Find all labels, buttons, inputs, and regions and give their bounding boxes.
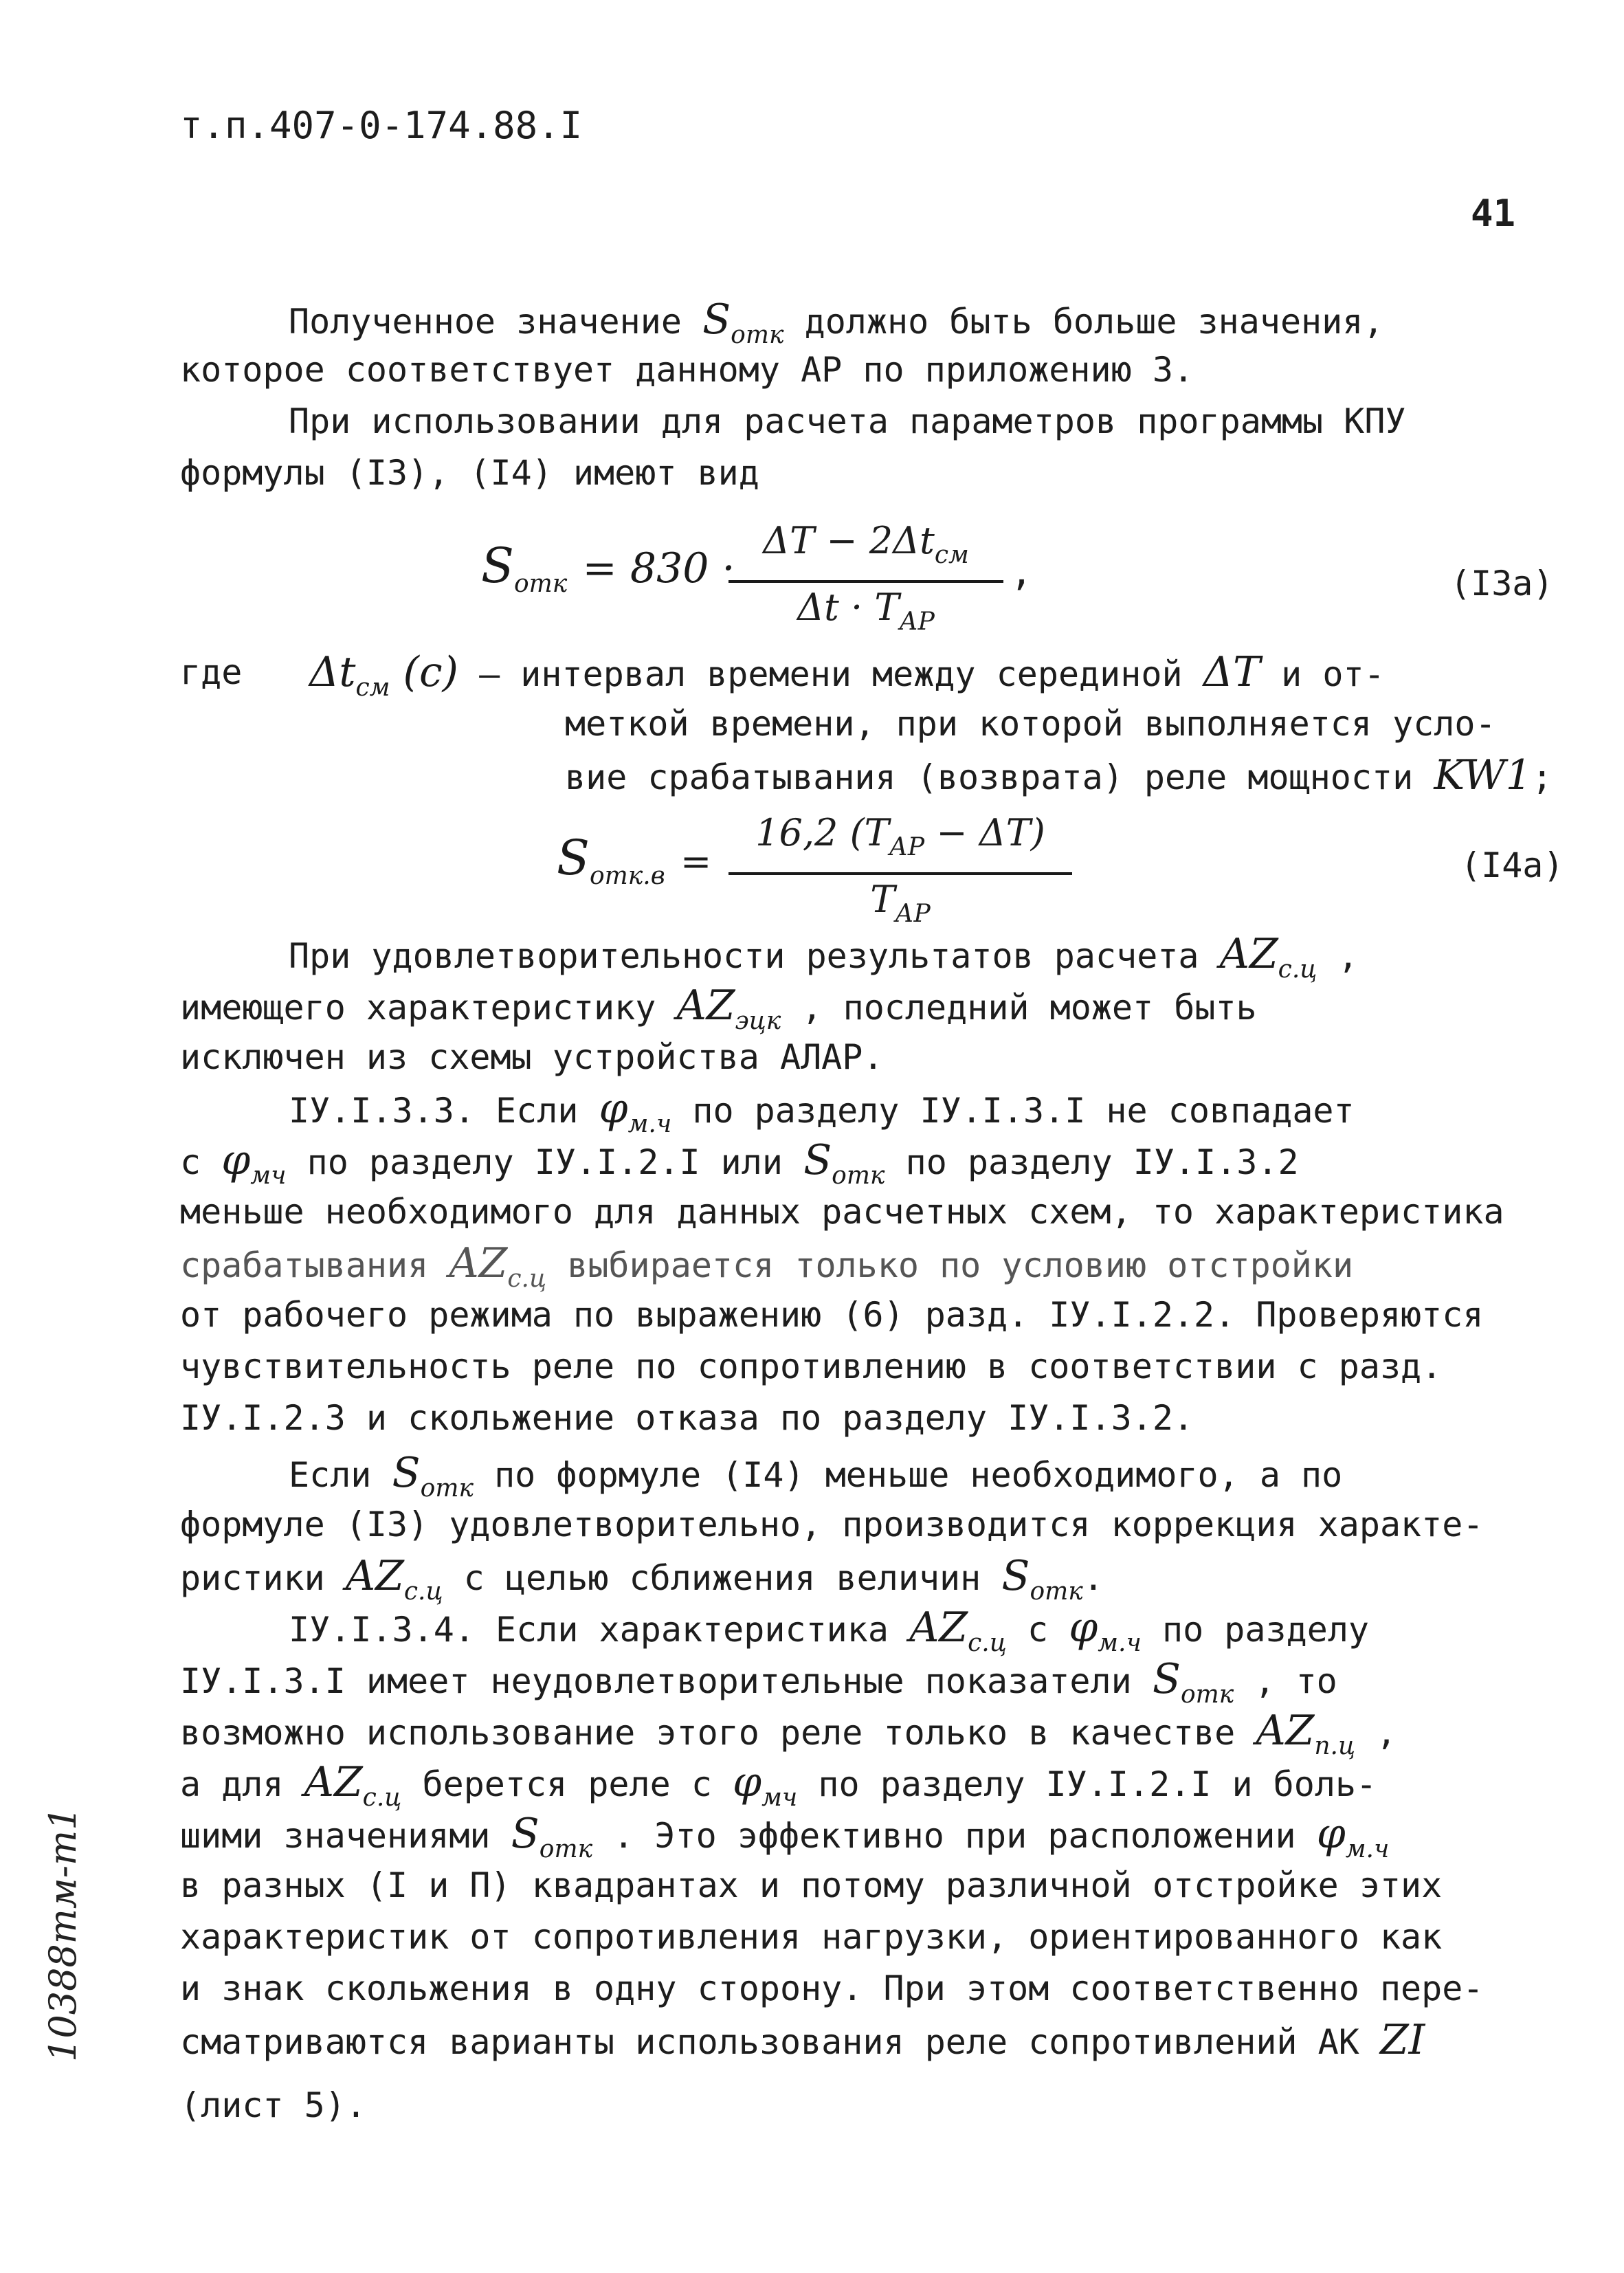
text-line: меткой времени, при которой выполняется усло- — [565, 704, 1496, 744]
text-line: IУ.I.3.I имеет неудовлетворительные показатели $S_{отк}$ , то — [180, 1655, 1337, 1709]
text-line: $\Delta t_{см}$ (с) – интервал времени между серединой ΔT и от- — [309, 648, 1385, 702]
text-line: от рабочего режима по выражению (6) разд. IУ.I.2.2. Проверяются — [180, 1295, 1484, 1335]
text-line: (лист 5). — [180, 2085, 366, 2125]
text-line: При использовании для расчета параметров программы КПУ — [289, 401, 1406, 441]
text-line: исключен из схемы устройства АЛАР. — [180, 1037, 884, 1077]
text-line: чувствительность реле по сопротивлению в соответствии с разд. — [180, 1346, 1443, 1386]
text-line: которое соответствует данному АР по приложению 3. — [180, 350, 1194, 390]
doc-code: т.п.407-0-174.88.I — [180, 104, 583, 147]
text-line: в разных (I и П) квадрантах и потому различной отстройке этих — [180, 1865, 1443, 1905]
text-line: вие срабатывания (возврата) реле мощности KW1; — [565, 751, 1553, 799]
text-line: имеющего характеристику $AZ_{эцк}$ , последний может быть — [180, 982, 1257, 1035]
text-line: срабатывания $AZ_{с.ц}$ выбирается только по условию отстройки — [180, 1239, 1354, 1293]
text-line: Если $S_{отк}$ по формуле (I4) меньше необходимого, а по — [289, 1449, 1343, 1503]
text-line: При удовлетворительности результатов расчета $AZ_{с.ц}$ , — [289, 930, 1359, 984]
text-line: меньше необходимого для данных расчетных схем, то характеристика — [180, 1192, 1504, 1232]
text-line: IУ.I.3.3. Если $\varphi_{м.ч}$ по разделу IУ.I.3.I не совпадает — [289, 1085, 1355, 1138]
text-line: формулы (I3), (I4) имеют вид — [180, 453, 759, 493]
text-line: и знак скольжения в одну сторону. При этом соответственно пере- — [180, 1969, 1484, 2008]
text-line: сматриваются варианты использования реле сопротивлений АК ZI — [180, 2016, 1425, 2064]
symbol-s-otk: $S_{отк}$ — [702, 296, 784, 349]
text-line: IУ.I.3.4. Если характеристика $AZ_{с.ц}$ с $\varphi_{м.ч}$ по разделу — [289, 1604, 1370, 1657]
page-number: 41 — [1471, 192, 1516, 235]
text-line: характеристик от сопротивления нагрузки, ориентированного как — [180, 1917, 1443, 1957]
text-line: где — [180, 652, 243, 692]
text-line: с $\varphi_{мч}$ по разделу IУ.I.2.I или $S_{отк}$ по разделу IУ.I.3.2 — [180, 1136, 1299, 1190]
text-line: ристики $AZ_{с.ц}$ с целью сближения величин $S_{отк}$. — [180, 1552, 1104, 1606]
text-line: формуле (I3) удовлетворительно, производится коррекция характе- — [180, 1505, 1484, 1544]
text-line: возможно использование этого реле только в качестве $AZ_{п.ц}$ , — [180, 1707, 1397, 1760]
text-line: шими значениями $S_{отк}$ . Это эффективно при расположении $\varphi_{м.ч}$ — [180, 1810, 1390, 1863]
text-line: Полученное значение $S_{отк}$ должно быть больше значения, — [289, 296, 1384, 349]
text-line: а для $AZ_{с.ц}$ берется реле с $\varphi_{мч}$ по разделу IУ.I.2.I и боль- — [180, 1758, 1377, 1812]
margin-inventory-number: 10388тм-т1 — [41, 1806, 85, 2062]
text-line: IУ.I.2.3 и скольжение отказа по разделу IУ.I.3.2. — [180, 1398, 1194, 1438]
